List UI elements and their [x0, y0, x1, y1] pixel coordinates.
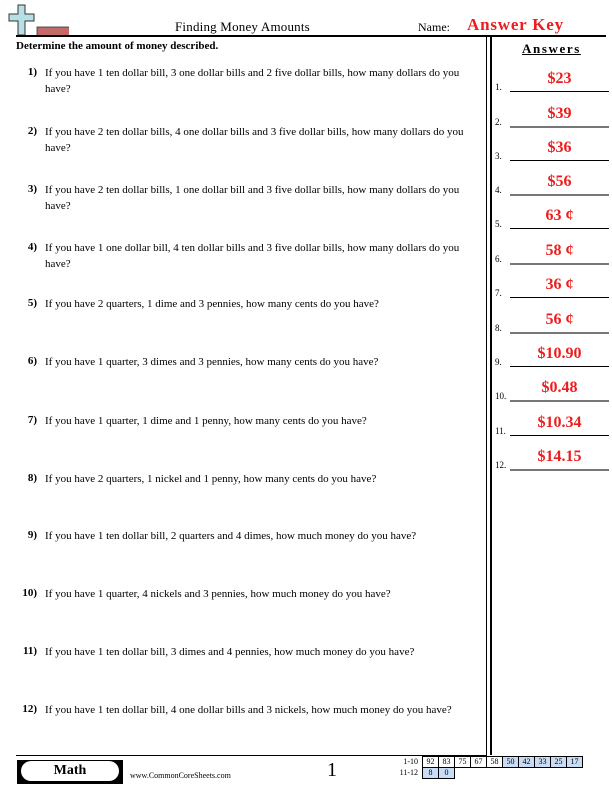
answer-number: 12. — [495, 460, 507, 470]
score-cell: 17 — [567, 757, 583, 768]
score-cell: 8 — [423, 768, 439, 779]
answer-value: $36 — [547, 139, 572, 156]
question-text: If you have 2 ten dollar bills, 4 one dollar bills and 3 five dollar bills, how many dollars do you have? — [45, 126, 464, 154]
answer-number: 11. — [495, 426, 506, 436]
question-text: If you have 2 ten dollar bills, 1 one dollar bill and 3 five dollar bills, how many dollars do you have? — [45, 184, 460, 212]
question-text: If you have 1 quarter, 1 dime and 1 penny, how many cents do you have? — [45, 415, 367, 427]
question-text: If you have 1 ten dollar bill, 3 one dollar bills and 2 five dollar bills, how many dollars do you have? — [45, 67, 460, 95]
page-number: 1 — [327, 759, 337, 781]
question-number: 2) — [27, 125, 37, 137]
question-text: If you have 2 quarters, 1 nickel and 1 penny, how many cents do you have? — [45, 473, 377, 485]
score-cell: 25 — [551, 757, 567, 768]
answer-value: $39 — [547, 105, 572, 122]
answer-number: 9. — [495, 357, 502, 367]
question-text: If you have 1 ten dollar bill, 2 quarters and 4 dimes, how much money do you have? — [45, 530, 417, 542]
question-text: If you have 2 quarters, 1 dime and 3 pennies, how many cents do you have? — [45, 298, 379, 310]
question-number: 7) — [27, 414, 37, 426]
answer-number: 6. — [495, 254, 502, 264]
answer-number: 5. — [495, 219, 502, 229]
answer-line — [510, 194, 609, 196]
answer-value: $10.34 — [537, 414, 582, 431]
worksheet-title: Finding Money Amounts — [175, 19, 310, 34]
answer-value: 58 ¢ — [545, 242, 574, 259]
answer-value: $10.90 — [537, 345, 582, 362]
question-text: If you have 1 quarter, 3 dimes and 3 pennies, how many cents do you have? — [45, 356, 379, 368]
math-logo-icon — [5, 4, 69, 36]
score-cell: 92 — [423, 757, 439, 768]
score-cell: 33 — [535, 757, 551, 768]
question-number: 5) — [27, 297, 37, 309]
answer-line — [510, 297, 609, 298]
header-divider — [16, 35, 606, 37]
question-number: 11) — [22, 645, 37, 657]
answer-line — [510, 469, 609, 471]
answer-number: 10. — [495, 391, 507, 401]
answer-number: 2. — [495, 117, 502, 127]
answer-line — [510, 228, 609, 229]
answers-heading: Answers — [522, 41, 581, 56]
score-grid — [422, 756, 583, 779]
question-number: 1) — [27, 66, 37, 78]
answer-number: 1. — [495, 82, 502, 92]
answer-number: 7. — [495, 288, 502, 298]
score-row-label: 1-10 — [403, 757, 418, 766]
answer-line — [510, 366, 609, 367]
score-cell: 50 — [503, 757, 519, 768]
score-cell: 67 — [471, 757, 487, 768]
answer-value: 56 ¢ — [545, 311, 574, 328]
score-cell: 58 — [487, 757, 503, 768]
answer-line — [510, 160, 609, 161]
score-cell: 0 — [439, 768, 455, 779]
answer-value: $14.15 — [537, 448, 582, 465]
instructions: Determine the amount of money described. — [16, 40, 219, 52]
score-cell: 83 — [439, 757, 455, 768]
score-cell: 75 — [455, 757, 471, 768]
question-text: If you have 1 ten dollar bill, 4 one dollar bills and 3 nickels, how much money do you have? — [45, 704, 452, 716]
question-number: 4) — [27, 241, 37, 253]
column-divider — [490, 37, 492, 755]
question-number: 6) — [27, 355, 37, 367]
footer-divider — [16, 755, 487, 756]
answer-value: $23 — [547, 70, 572, 87]
answer-line — [510, 263, 609, 265]
question-number: 10) — [22, 587, 37, 599]
question-text: If you have 1 one dollar bill, 4 ten dollar bills and 3 five dollar bills, how many dollars do you have? — [45, 242, 460, 270]
question-text: If you have 1 quarter, 4 nickels and 3 pennies, how much money do you have? — [45, 588, 391, 600]
answer-number: 8. — [495, 323, 502, 333]
answer-line — [510, 332, 609, 334]
score-row-label: 11-12 — [399, 768, 418, 777]
question-number: 9) — [27, 529, 37, 541]
column-divider — [486, 37, 487, 755]
question-number: 8) — [27, 472, 37, 484]
answer-line — [510, 91, 609, 92]
answer-line — [510, 126, 609, 128]
question-number: 12) — [22, 703, 37, 715]
answer-value: $56 — [547, 173, 572, 190]
name-value: Answer Key — [467, 15, 564, 34]
score-cell: 42 — [519, 757, 535, 768]
answer-value: 36 ¢ — [545, 276, 574, 293]
answer-value: $0.48 — [541, 379, 578, 396]
answer-line — [510, 435, 609, 436]
question-text: If you have 1 ten dollar bill, 3 dimes and 4 pennies, how much money do you have? — [45, 646, 415, 658]
name-label: Name: — [418, 20, 450, 34]
website-link[interactable]: www.CommonCoreSheets.com — [130, 771, 231, 780]
question-number: 3) — [27, 183, 37, 195]
subject-label: Math — [21, 761, 119, 781]
answer-number: 4. — [495, 185, 502, 195]
answer-value: 63 ¢ — [545, 207, 574, 224]
answer-line — [510, 400, 609, 402]
answer-number: 3. — [495, 151, 502, 161]
